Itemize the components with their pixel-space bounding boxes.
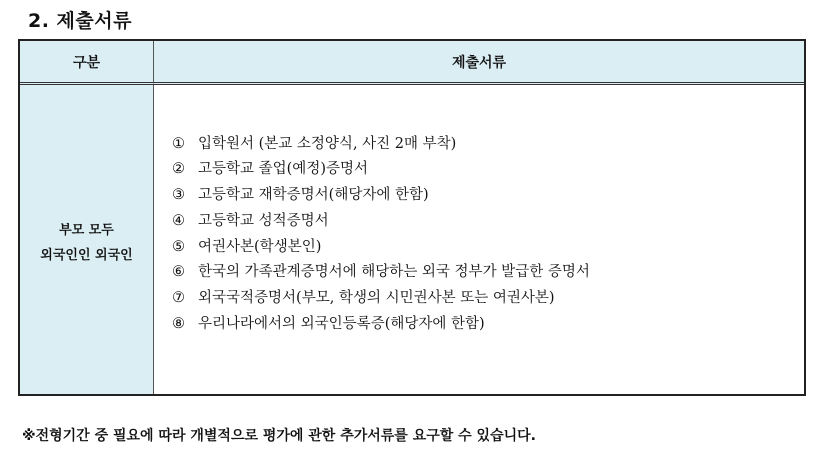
table-header-category: 구분 — [20, 41, 154, 85]
item-text: 입학원서 (본교 소정양식, 사진 2매 부착) — [198, 135, 457, 152]
item-number: ③ — [172, 187, 185, 204]
section-title: 2. 제출서류 — [28, 10, 132, 32]
category-label-line1: 부모 모두 — [59, 222, 114, 238]
list-item — [172, 132, 804, 158]
documents-cell — [154, 85, 804, 394]
list-item — [172, 286, 804, 312]
item-number: ② — [172, 161, 185, 178]
table-header-documents: 제출서류 — [154, 41, 804, 85]
item-text: 고등학교 졸업(예정)증명서 — [198, 161, 368, 178]
item-text: 고등학교 재학증명서(해당자에 한함) — [198, 187, 429, 204]
item-number: ④ — [172, 212, 185, 229]
category-cell — [20, 85, 154, 394]
list-item — [172, 312, 804, 338]
item-number: ⑧ — [172, 315, 185, 332]
list-item — [172, 157, 804, 183]
list-item — [172, 260, 804, 286]
item-number: ① — [172, 135, 185, 152]
item-text: 한국의 가족관계증명서에 해당하는 외국 정부가 발급한 증명서 — [198, 264, 590, 281]
list-item — [172, 209, 804, 235]
documents-list — [172, 132, 804, 338]
item-number: ⑥ — [172, 264, 185, 281]
item-text: 우리나라에서의 외국인등록증(해당자에 한함) — [198, 315, 485, 332]
item-number: ⑦ — [172, 289, 185, 306]
item-text: 고등학교 성적증명서 — [198, 212, 329, 229]
footnote: ※전형기간 중 필요에 따라 개별적으로 평가에 관한 추가서류를 요구할 수 있습니다. — [22, 428, 536, 444]
list-item — [172, 235, 804, 261]
documents-table — [18, 39, 806, 396]
item-text: 외국국적증명서(부모, 학생의 시민권사본 또는 여권사본) — [198, 289, 555, 306]
list-item — [172, 183, 804, 209]
item-text: 여권사본(학생본인) — [198, 238, 322, 255]
category-label-line2: 외국인인 외국인 — [40, 247, 133, 263]
item-number: ⑤ — [172, 238, 185, 255]
